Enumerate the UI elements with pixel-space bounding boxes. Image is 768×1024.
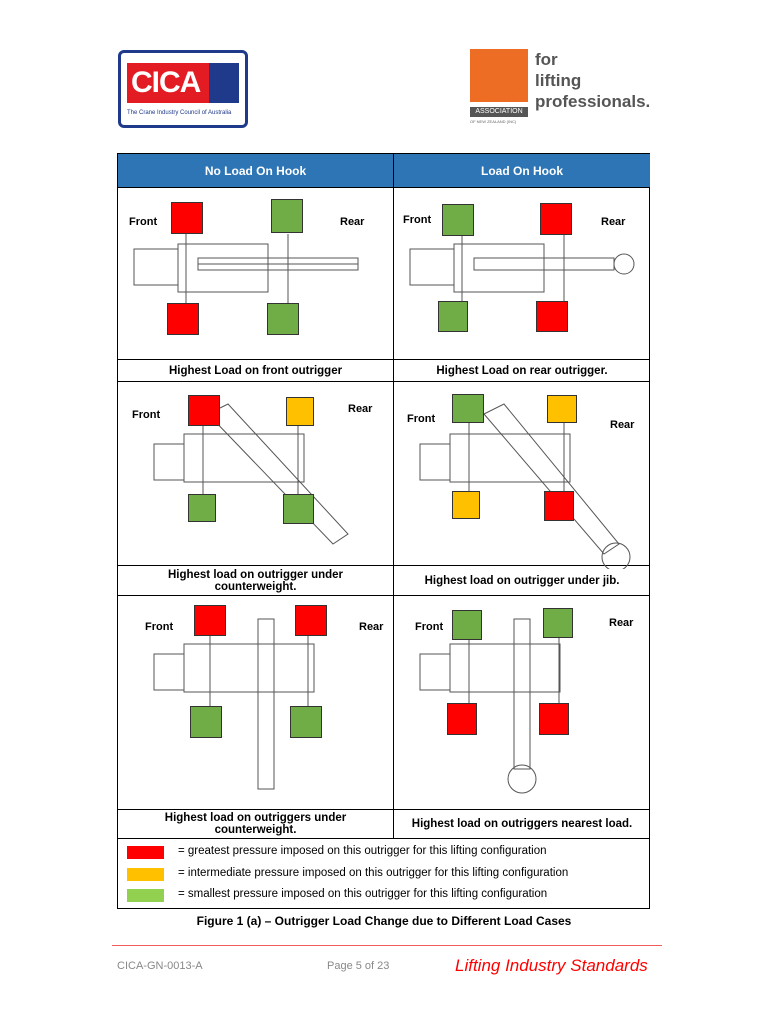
page-number: Page 5 of 23	[327, 960, 390, 972]
legend-swatch-smallest	[127, 889, 164, 902]
document-id: CICA-GN-0013-A	[117, 960, 203, 972]
panel-caption: Highest load on outriggers nearest load.	[411, 818, 633, 830]
outrigger-pad	[188, 494, 216, 522]
rear-label: Rear	[348, 403, 373, 415]
outrigger-pad	[540, 203, 572, 235]
outrigger-pad	[167, 303, 199, 335]
divider	[393, 154, 394, 838]
crane-diagram	[148, 394, 368, 554]
crane-diagram	[414, 394, 634, 569]
outrigger-pad	[190, 706, 222, 738]
rear-label: Rear	[601, 216, 626, 228]
outrigger-pad	[452, 610, 482, 640]
outrigger-pad	[283, 494, 314, 524]
crane-diagram	[128, 214, 378, 314]
front-label: Front	[415, 621, 444, 633]
panel-caption: Highest Load on front outrigger	[168, 364, 343, 377]
outrigger-load-table	[117, 153, 650, 909]
outrigger-pad	[452, 491, 480, 519]
outrigger-pad	[194, 605, 226, 636]
outrigger-pad	[286, 397, 314, 426]
column-header-load: Load On Hook	[394, 154, 650, 187]
crane-diagram	[404, 214, 644, 314]
rear-label: Rear	[610, 419, 635, 431]
outrigger-pad	[171, 202, 203, 234]
legend-text: = greatest pressure imposed on this outrigger for this lifting configuration	[178, 845, 547, 857]
panel-caption: Highest load on outrigger under counterweight.	[167, 568, 344, 593]
divider	[118, 381, 649, 382]
rear-label: Rear	[359, 621, 384, 633]
crane-diagram	[148, 614, 368, 799]
footer-rule	[112, 945, 662, 946]
column-header-no-load: No Load On Hook	[118, 154, 393, 187]
outrigger-pad	[188, 395, 220, 426]
outrigger-pad	[536, 301, 568, 332]
figure-caption: Figure 1 (a) – Outrigger Load Change due to Different Load Cases	[196, 914, 572, 928]
footer-title: Lifting Industry Standards	[455, 956, 648, 975]
crane-logo-association: ASSOCIATION	[470, 107, 528, 117]
outrigger-pad	[290, 706, 322, 738]
legend-text: = smallest pressure imposed on this outrigger for this lifting configuration	[178, 888, 548, 900]
tagline-line: professionals.	[535, 92, 651, 111]
outrigger-pad	[447, 703, 477, 735]
crane-logo-word: crane	[470, 81, 524, 106]
crane-association-logo	[468, 49, 528, 127]
tagline-line: lifting	[535, 71, 582, 90]
divider	[118, 595, 649, 596]
outrigger-pad	[267, 303, 299, 335]
outrigger-pad	[543, 608, 573, 638]
rear-label: Rear	[609, 617, 634, 629]
divider	[118, 187, 649, 188]
outrigger-pad	[442, 204, 474, 236]
cica-logo-subtitle: The Crane Industry Council of Australia	[127, 110, 232, 116]
cica-logo-word: CICA	[131, 66, 201, 99]
outrigger-pad	[271, 199, 303, 233]
rear-label: Rear	[340, 216, 365, 228]
legend-text: = intermediate pressure imposed on this outrigger for this lifting configuration	[178, 867, 569, 879]
panel-caption: Highest load on outriggers under counterweight.	[164, 812, 347, 836]
outrigger-pad	[547, 395, 577, 423]
legend-swatch-intermediate	[127, 868, 164, 881]
crane-logo-sub: OF NEW ZEALAND (INC)	[470, 119, 517, 124]
front-label: Front	[407, 413, 436, 425]
outrigger-pad	[544, 491, 574, 521]
outrigger-pad	[295, 605, 327, 636]
front-label: Front	[403, 214, 432, 226]
panel-caption: Highest load on outrigger under jib.	[424, 574, 620, 587]
front-label: Front	[129, 216, 158, 228]
outrigger-pad	[452, 394, 484, 423]
panel-caption: Highest Load on rear outrigger.	[436, 364, 608, 377]
tagline-line: for	[535, 50, 558, 69]
legend-swatch-greatest	[127, 846, 164, 859]
front-label: Front	[132, 409, 161, 421]
cica-logo	[118, 50, 248, 128]
crane-logo-tagline	[535, 49, 650, 112]
divider	[118, 838, 649, 839]
outrigger-pad	[438, 301, 468, 332]
front-label: Front	[145, 621, 174, 633]
outrigger-pad	[539, 703, 569, 735]
